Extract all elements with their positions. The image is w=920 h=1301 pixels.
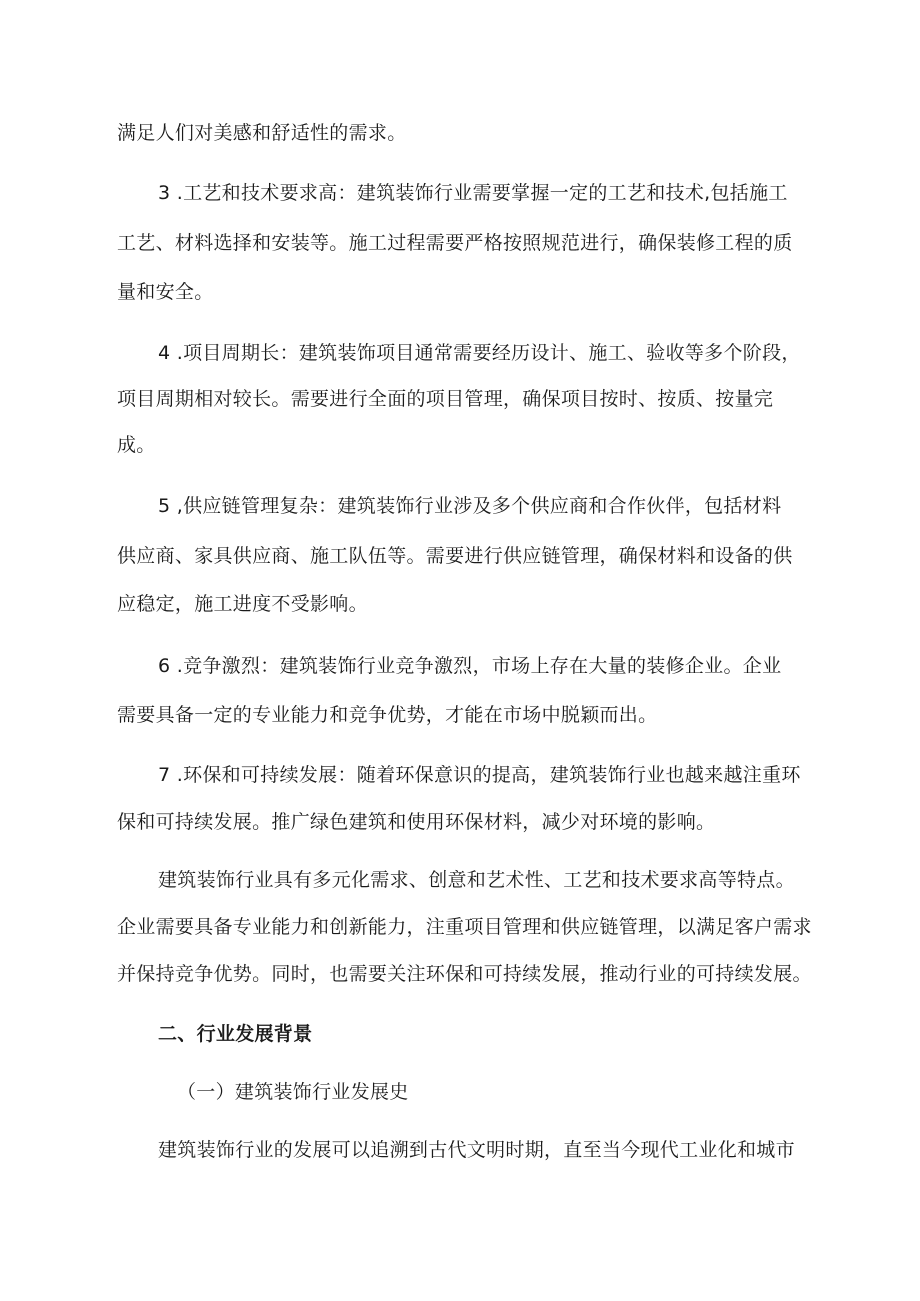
list-item-6-line-1: 6 .竞争激烈：建筑装饰行业竞争激烈，市场上存在大量的装修企业。企业 (158, 655, 782, 677)
list-item-7-line-1: 7 .环保和可持续发展：随着环保意识的提高，建筑装饰行业也越来越注重环 (158, 764, 801, 786)
list-item-3-line-3: 量和安全。 (117, 281, 214, 303)
text-line: 满足人们对美感和舒适性的需求。 (117, 122, 407, 144)
summary-line-1: 建筑装饰行业具有多元化需求、创意和艺术性、工艺和技术要求高等特点。 (158, 869, 795, 891)
list-item-5-line-3: 应稳定，施工进度不受影响。 (117, 593, 368, 615)
list-item-7-line-2: 保和可持续发展。推广绿色建筑和使用环保材料，减少对环境的影响。 (117, 811, 716, 833)
summary-line-2: 企业需要具备专业能力和创新能力，注重项目管理和供应链管理，以满足客户需求 (117, 916, 812, 938)
list-item-4-line-3: 成。 (117, 434, 156, 456)
paragraph-line: 建筑装饰行业的发展可以追溯到古代文明时期，直至当今现代工业化和城市 (158, 1139, 795, 1161)
section-heading: 二、行业发展背景 (158, 1023, 313, 1045)
list-item-4-line-2: 项目周期相对较长。需要进行全面的项目管理，确保项目按时、按质、按量完 (117, 388, 774, 410)
list-item-6-line-2: 需要具备一定的专业能力和竞争优势，才能在市场中脱颖而出。 (117, 704, 658, 726)
list-item-3-line-2: 工艺、材料选择和安装等。施工过程需要严格按照规范进行，确保装修工程的质 (117, 232, 793, 254)
list-item-5-line-1: 5 ,供应链管理复杂：建筑装饰行业涉及多个供应商和合作伙伴，包括材料 (158, 495, 782, 517)
list-item-4-line-1: 4 .项目周期长：建筑装饰项目通常需要经历设计、施工、验收等多个阶段， (158, 342, 801, 364)
subsection-heading: （一）建筑装饰行业发展史 (177, 1081, 409, 1103)
list-item-5-line-2: 供应商、家具供应商、施工队伍等。需要进行供应链管理，确保材料和设备的供 (117, 545, 793, 567)
summary-line-3: 并保持竞争优势。同时，也需要关注环保和可持续发展，推动行业的可持续发展。 (117, 963, 812, 985)
list-item-3-line-1: 3 .工艺和技术要求高：建筑装饰行业需要掌握一定的工艺和技术,包括施工 (158, 182, 788, 204)
